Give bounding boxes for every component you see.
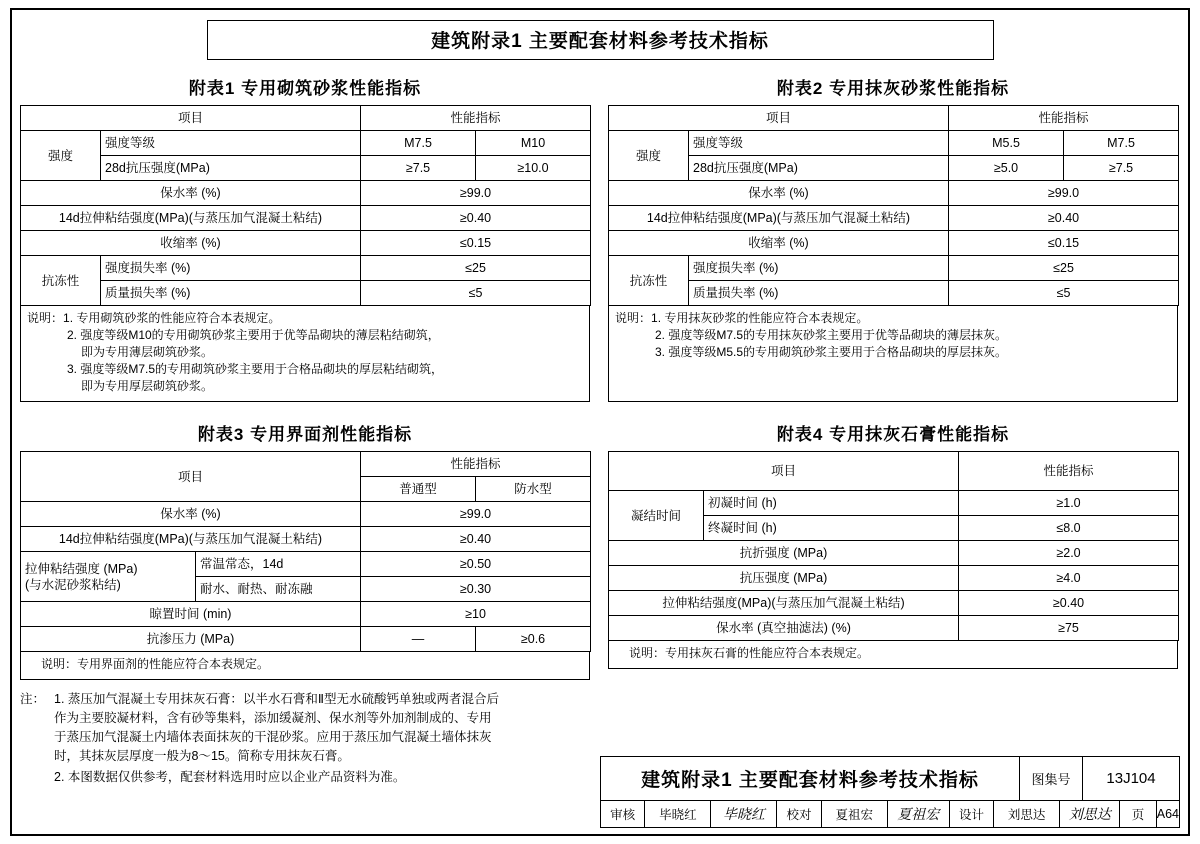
table4-note — [608, 641, 1178, 669]
table3-note — [20, 652, 590, 680]
table-row — [21, 602, 591, 627]
table-row — [21, 452, 591, 477]
table-row — [609, 452, 1179, 491]
table-row — [21, 206, 591, 231]
row-label: 28d抗压强度(MPa) — [101, 156, 361, 181]
table-row — [609, 106, 1179, 131]
table-row — [609, 206, 1179, 231]
cell-value: ≥5.0 — [949, 156, 1064, 181]
note-line: 3. 强度等级M7.5的专用砌筑砂浆主要用于合格品砌块的厚层粘结砌筑， — [67, 362, 444, 376]
cell-value: ≤0.15 — [361, 231, 591, 256]
table-row — [21, 627, 591, 652]
note-line: 专用界面剂的性能应符合本表规定。 — [77, 657, 270, 671]
group-bond-strength — [21, 552, 196, 602]
table-row — [21, 231, 591, 256]
cell-value: ≥99.0 — [361, 181, 591, 206]
table-row — [609, 181, 1179, 206]
group-line2: (与水泥砂浆粘结) — [25, 577, 121, 592]
th-perf: 性能指标 — [959, 452, 1179, 491]
table3 — [20, 451, 591, 652]
table-row — [21, 527, 591, 552]
note-line: 2. 强度等级M7.5的专用抹灰砂浆主要用于优等品砌块的薄层抹灰。 — [655, 328, 1008, 342]
table-row — [21, 502, 591, 527]
cell-value: ≥0.50 — [361, 552, 591, 577]
table1-note — [20, 306, 590, 402]
note-line: 即为专用厚层砌筑砂浆。 — [81, 379, 214, 393]
title-block-bottom — [600, 801, 1180, 828]
row-label: 强度等级 — [101, 131, 361, 156]
note-line: 1. 专用抹灰砂浆的性能应符合本表规定。 — [651, 311, 869, 325]
th-item: 项目 — [21, 106, 361, 131]
row-label: 保水率 (%) — [21, 502, 361, 527]
row-label: 耐水、耐热、耐冻融 — [196, 577, 361, 602]
table2-block — [608, 74, 1178, 402]
cell-value: ≤8.0 — [959, 516, 1179, 541]
th-perf: 性能指标 — [949, 106, 1179, 131]
table-row — [21, 156, 591, 181]
table2-note — [608, 306, 1178, 402]
table-row — [609, 591, 1179, 616]
group-frost: 抗冻性 — [609, 256, 689, 306]
cell-value: ≤5 — [949, 281, 1179, 306]
cell-value: ≥2.0 — [959, 541, 1179, 566]
cell-value: M7.5 — [1064, 131, 1179, 156]
table-row — [21, 131, 591, 156]
cell-value: ≥75 — [959, 616, 1179, 641]
cell-value: ≤25 — [361, 256, 591, 281]
table-row — [21, 281, 591, 306]
th-normal: 普通型 — [361, 477, 476, 502]
row-label: 拉伸粘结强度(MPa)(与蒸压加气混凝土粘结) — [609, 591, 959, 616]
page-title: 建筑附录1 主要配套材料参考技术指标 — [207, 20, 994, 60]
tables-row-1 — [20, 74, 1180, 402]
cell-value: M10 — [476, 131, 591, 156]
note-label: 说明： — [27, 311, 64, 325]
review-label: 审核 — [610, 808, 636, 822]
cell-value: — — [361, 627, 476, 652]
note-label: 说明： — [41, 657, 78, 671]
footnote — [20, 690, 610, 787]
footnote-line: 于蒸压加气混凝土内墙体表面抹灰的干混砂浆。应用于蒸压加气混凝土墙体抹灰 — [54, 730, 492, 744]
row-label: 保水率 (真空抽滤法) (%) — [609, 616, 959, 641]
note-line: 3. 强度等级M5.5的专用砌筑砂浆主要用于合格品砌块的厚层抹灰。 — [655, 345, 1008, 359]
cell-value: M7.5 — [361, 131, 476, 156]
table1 — [20, 105, 591, 306]
row-label: 保水率 (%) — [609, 181, 949, 206]
design-label: 设计 — [949, 801, 993, 827]
tables-row-2 — [20, 420, 1180, 787]
row-label: 晾置时间 (min) — [21, 602, 361, 627]
row-label: 14d拉伸粘结强度(MPa)(与蒸压加气混凝土粘结) — [609, 206, 949, 231]
page-value: A64 — [1156, 801, 1179, 827]
page-border — [10, 8, 1190, 836]
cell-value: ≥0.40 — [949, 206, 1179, 231]
table-row — [21, 181, 591, 206]
cell-value: ≥10 — [361, 602, 591, 627]
row-label: 终凝时间 (h) — [704, 516, 959, 541]
th-waterproof: 防水型 — [476, 477, 591, 502]
row-label: 质量损失率 (%) — [689, 281, 949, 306]
row-label: 抗渗压力 (MPa) — [21, 627, 361, 652]
drawing-name: 建筑附录1 主要配套材料参考技术指标 — [641, 770, 979, 791]
row-label: 强度损失率 (%) — [101, 256, 361, 281]
note-label: 说明： — [615, 311, 652, 325]
check-signature: 夏祖宏 — [887, 801, 949, 827]
th-perf: 性能指标 — [361, 452, 591, 477]
cell-value: ≤25 — [949, 256, 1179, 281]
atlas-number-label: 图集号 — [1019, 757, 1082, 800]
group-setting-time: 凝结时间 — [609, 491, 704, 541]
atlas-number-value: 13J104 — [1082, 757, 1179, 800]
cell-value: ≥0.40 — [361, 527, 591, 552]
note-line: 即为专用薄层砌筑砂浆。 — [81, 345, 214, 359]
group-line1: 拉伸粘结强度 (MPa) — [25, 561, 138, 576]
note-line: 1. 专用砌筑砂浆的性能应符合本表规定。 — [63, 311, 281, 325]
page-label: 页 — [1119, 801, 1155, 827]
cell-value: ≥0.40 — [361, 206, 591, 231]
row-label: 强度损失率 (%) — [689, 256, 949, 281]
cell-value: M5.5 — [949, 131, 1064, 156]
row-label: 保水率 (%) — [21, 181, 361, 206]
footnote-label: 注： — [20, 692, 46, 706]
table-row — [21, 106, 591, 131]
table3-title: 附表3 专用界面剂性能指标 — [197, 425, 413, 444]
cell-value: ≥0.30 — [361, 577, 591, 602]
row-label: 常温常态，14d — [196, 552, 361, 577]
check-name: 夏祖宏 — [821, 801, 887, 827]
table1-block — [20, 74, 590, 402]
row-label: 抗压强度 (MPa) — [609, 566, 959, 591]
cell-value: ≥99.0 — [949, 181, 1179, 206]
table4 — [608, 451, 1179, 641]
title-block-top — [600, 756, 1180, 801]
table-row — [609, 541, 1179, 566]
cell-value: ≤0.15 — [949, 231, 1179, 256]
table4-title: 附表4 专用抹灰石膏性能指标 — [776, 425, 1010, 444]
cell-value: ≥0.6 — [476, 627, 591, 652]
row-label: 强度等级 — [689, 131, 949, 156]
footnote-line: 1. 蒸压加气混凝土专用抹灰石膏：以半水石膏和Ⅱ型无水硫酸钙单独或两者混合后 — [54, 692, 500, 706]
note-line: 专用抹灰石膏的性能应符合本表规定。 — [665, 646, 870, 660]
title-block — [600, 756, 1180, 828]
table-row — [609, 131, 1179, 156]
table-row — [21, 256, 591, 281]
table-row — [609, 566, 1179, 591]
table-row — [609, 256, 1179, 281]
row-label: 28d抗压强度(MPa) — [689, 156, 949, 181]
table1-title: 附表1 专用砌筑砂浆性能指标 — [188, 79, 422, 98]
cell-value: ≥7.5 — [1064, 156, 1179, 181]
cell-value: ≤5 — [361, 281, 591, 306]
th-item: 项目 — [21, 452, 361, 502]
table2-title: 附表2 专用抹灰砂浆性能指标 — [776, 79, 1010, 98]
row-label: 收缩率 (%) — [609, 231, 949, 256]
review-name: 毕晓红 — [644, 801, 710, 827]
note-label: 说明： — [629, 646, 666, 660]
cell-value: ≥10.0 — [476, 156, 591, 181]
row-label: 14d拉伸粘结强度(MPa)(与蒸压加气混凝土粘结) — [21, 527, 361, 552]
table-row — [21, 552, 591, 577]
check-label: 校对 — [776, 801, 820, 827]
footnote-line: 作为主要胶凝材料，含有砂等集料，添加缓凝剂、保水剂等外加剂制成的、专用 — [54, 711, 492, 725]
cell-value: ≥4.0 — [959, 566, 1179, 591]
design-signature: 刘思达 — [1059, 801, 1119, 827]
table2 — [608, 105, 1179, 306]
cell-value: ≥99.0 — [361, 502, 591, 527]
review-signature: 毕晓红 — [710, 801, 776, 827]
table-row — [609, 616, 1179, 641]
group-strength: 强度 — [21, 131, 101, 181]
table-row — [609, 231, 1179, 256]
table-row — [609, 156, 1179, 181]
footnote-line: 时，其抹灰层厚度一般为8～15。简称专用抹灰石膏。 — [54, 749, 350, 763]
row-label: 抗折强度 (MPa) — [609, 541, 959, 566]
table4-block — [608, 420, 1178, 787]
table-row — [609, 281, 1179, 306]
cell-value: ≥0.40 — [959, 591, 1179, 616]
table3-block — [20, 420, 590, 787]
row-label: 初凝时间 (h) — [704, 491, 959, 516]
note-line: 2. 强度等级M10的专用砌筑砂浆主要用于优等品砌块的薄层粘结砌筑， — [67, 328, 440, 342]
design-name: 刘思达 — [993, 801, 1059, 827]
cell-value: ≥7.5 — [361, 156, 476, 181]
row-label: 质量损失率 (%) — [101, 281, 361, 306]
row-label: 收缩率 (%) — [21, 231, 361, 256]
group-frost: 抗冻性 — [21, 256, 101, 306]
row-label: 14d拉伸粘结强度(MPa)(与蒸压加气混凝土粘结) — [21, 206, 361, 231]
th-item: 项目 — [609, 106, 949, 131]
th-item: 项目 — [609, 452, 959, 491]
table-row — [609, 491, 1179, 516]
cell-value: ≥1.0 — [959, 491, 1179, 516]
group-strength: 强度 — [609, 131, 689, 181]
footnote-line: 2. 本图数据仅供参考，配套材料选用时应以企业产品资料为准。 — [54, 770, 406, 784]
th-perf: 性能指标 — [361, 106, 591, 131]
